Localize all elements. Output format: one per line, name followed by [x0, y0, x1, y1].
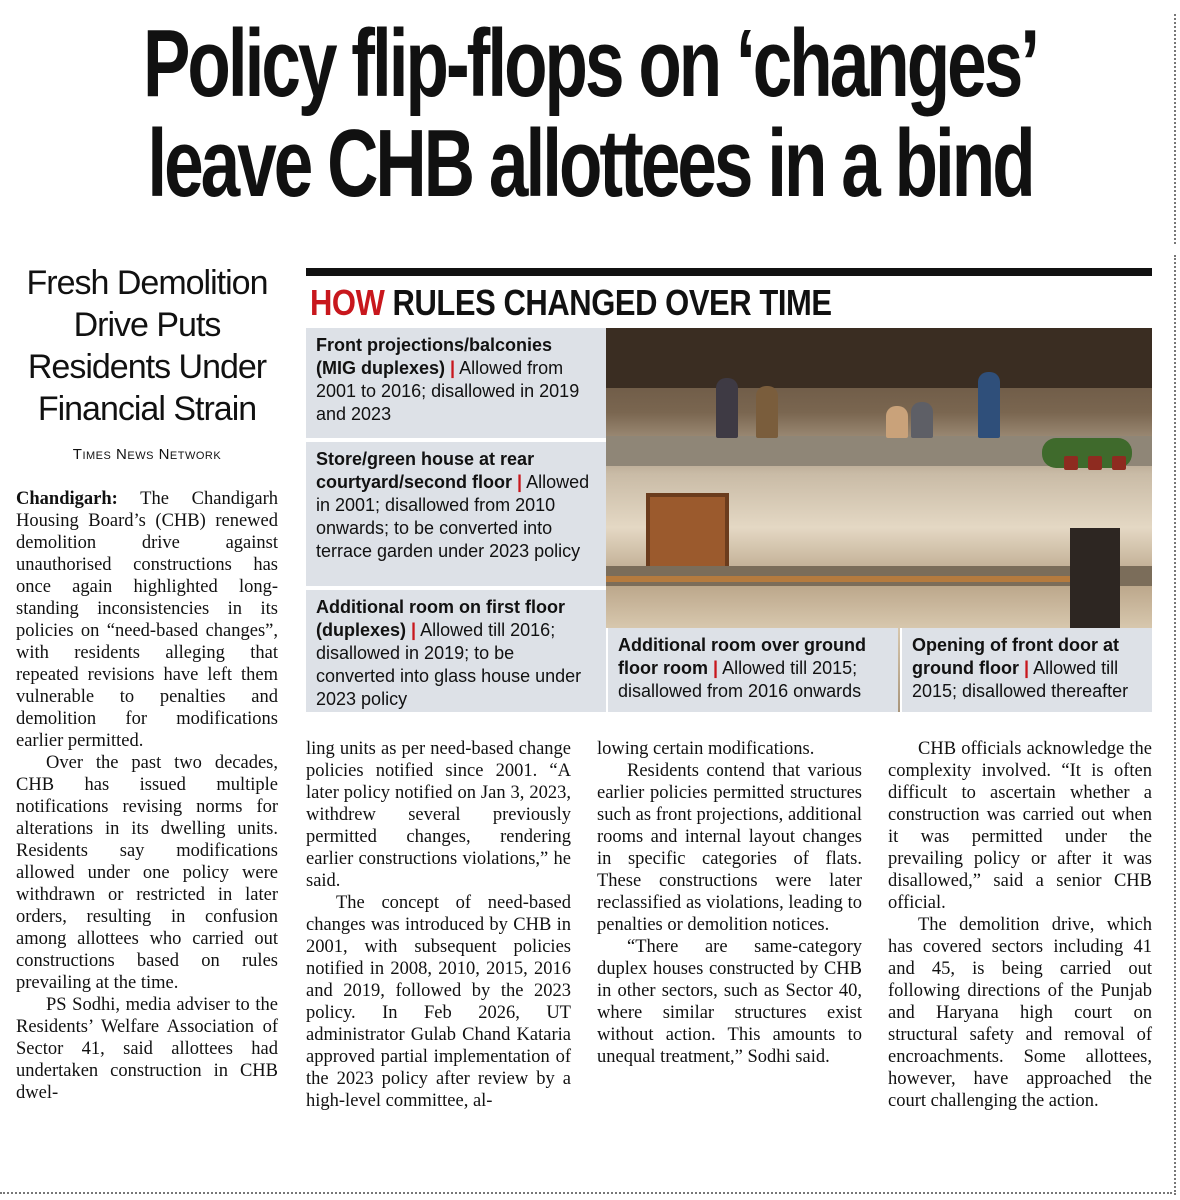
- article-paragraph: “There are same-category duplex houses constructed by CHB in other sectors, such as Sector 40, where similar structures exist without action. This amounts to unequal treatment,” Sodhi said.: [597, 937, 862, 1067]
- person-figure: [716, 378, 738, 438]
- article-paragraph: CHB officials acknowledge the complexity involved. “It is often difficult to ascertain whether a construction was carried out when it was permitted under the prevailing policy or after it was disallowed,” said a senior CHB official.: [888, 739, 1152, 913]
- window: [646, 493, 729, 571]
- article-paragraph: Residents contend that various earlier policies permitted structures such as front projections, additional rooms and internal layout changes in specific categories of flats. These constructions were later reclassified as violations, leading to penalties or demolition notices.: [597, 761, 862, 935]
- door: [1070, 528, 1120, 638]
- article-column-4: [888, 738, 1152, 1112]
- infographic-title-accent: HOW: [310, 282, 385, 323]
- article-paragraph: lowing certain modifications.: [597, 739, 815, 759]
- rule-status: Allowed till 2015; disallowed from 2016 onwards: [618, 658, 862, 701]
- rule-status: Allowed till 2016; disallowed in 2019; to be converted into glass house under 2023 policy: [316, 620, 582, 709]
- rule-item: Store/green house at rear courtyard/second floor: [316, 449, 535, 492]
- rule-panel: Front projections/balconies (MIG duplexes) | Allowed from 2001 to 2016; disallowed in 2019 and 2023: [306, 328, 606, 440]
- article-column-3: [597, 738, 862, 1068]
- byline: Times News Network: [72, 446, 222, 463]
- headline-line-2: leave CHB allottees in a bind: [147, 110, 1033, 217]
- person-figure: [978, 372, 1000, 438]
- article-paragraph: Over the past two decades, CHB has issued multiple notifications revising norms for alterations in its dwelling units. Residents say modifications allowed under one policy were withdrawn or restricted in later orders, resulting in confusion among allottees who carried out constructions based on rules prevailing at the time.: [16, 753, 278, 993]
- person-figure: [886, 406, 908, 438]
- infographic: [306, 268, 1152, 712]
- infographic-title-rest: RULES CHANGED OVER TIME: [384, 282, 832, 323]
- rule-item: Additional room over ground floor room: [618, 635, 866, 678]
- article-paragraph: PS Sodhi, media adviser to the Residents’ Welfare Association of Sector 41, said allottees had undertaken construction in CHB dwel-: [16, 995, 278, 1103]
- article-paragraph: ling units as per need-based change policies notified since 2001. “A later policy notified on Jan 3, 2023, withdrew several previously permitted changes, rendering earlier constructions violations,” he said.: [306, 739, 571, 891]
- article-paragraph: Chandigarh: The Chandigarh Housing Board’s (CHB) renewed demolition drive against unauthorised constructions has once again highlighted long-standing inconsistencies in its policies on “need-based changes”, with residents alleging that repeated revisions have left them vulnerable to penalties and demolition for modifications earlier permitted.: [16, 489, 278, 751]
- article-column-1: [16, 488, 278, 1104]
- rule-panel: Opening of front door at ground floor | Allowed till 2015; disallowed thereafter: [900, 628, 1152, 712]
- article-paragraph: The demolition drive, which has covered sectors including 41 and 45, is being carried out following directions of the Punjab and Haryana high court on structural safety and removal of encroachments. Some allottees, however, have approached the court challenging the action.: [888, 915, 1152, 1111]
- rule-panel: Additional room over ground floor room | Allowed till 2015; disallowed from 2016 onwards: [606, 628, 898, 712]
- rule-panel: Store/green house at rear courtyard/second floor | Allowed in 2001; disallowed from 2010 onwards; to be converted into terrace garden under 2023 policy: [306, 442, 606, 588]
- column-divider: [1174, 14, 1176, 244]
- person-figure: [911, 402, 933, 438]
- rule-status: Allowed in 2001; disallowed from 2010 onwards; to be converted into terrace garden under 2023 policy: [316, 472, 590, 561]
- headline-line-1: Policy flip-flops on ‘changes’: [142, 10, 1038, 117]
- rule-item: Front projections/balconies (MIG duplexes): [316, 335, 553, 378]
- rule-item: Additional room on first floor (duplexes): [316, 597, 565, 640]
- page-divider: [0, 1192, 1172, 1194]
- headline: [142, 10, 1038, 217]
- infographic-rule: [306, 268, 1152, 276]
- article-paragraph: The concept of need-based changes was introduced by CHB in 2001, with subsequent policies notified in 2008, 2010, 2015, 2016 and 2019, followed by the 2023 policy. In Feb 2026, UT administrator Gulab Chand Kataria approved partial implementation of the 2023 policy after review by a high-level committee, al-: [306, 893, 571, 1111]
- article-column-2: [306, 738, 571, 1112]
- column-divider: [1174, 255, 1176, 1195]
- dateline: Chandigarh:: [16, 489, 118, 509]
- person-figure: [756, 386, 778, 438]
- rule-item: Opening of front door at ground floor: [912, 635, 1119, 678]
- infographic-title: [310, 282, 832, 324]
- rule-status: Allowed till 2015; disallowed thereafter: [912, 658, 1129, 701]
- rule-panel: Additional room on first floor (duplexes) | Allowed till 2016; disallowed in 2019; to be converted into glass house under 2023 policy: [306, 590, 606, 712]
- rule-status: Allowed from 2001 to 2016; disallowed in 2019 and 2023: [316, 358, 580, 424]
- subheadline: Fresh Demolition Drive Puts Residents Under Financial Strain: [26, 264, 268, 428]
